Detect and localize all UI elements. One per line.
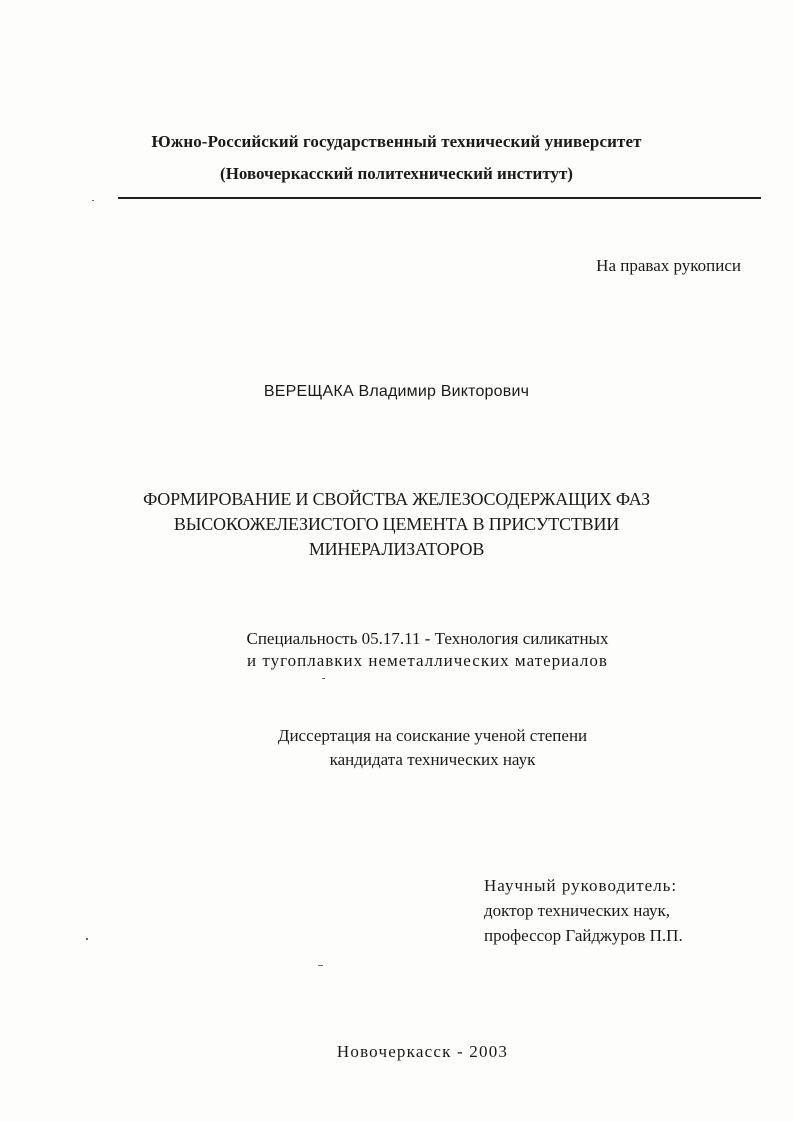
dissertation-title xyxy=(0,487,793,562)
specialty-line: Специальность 05.17.11 - Технология силикатных xyxy=(246,629,609,648)
rights-note: На правах рукописи xyxy=(596,256,741,275)
author-name: ВЕРЕЩАКА Владимир Викторович xyxy=(263,383,530,400)
title-line: МИНЕРАЛИЗАТОРОВ xyxy=(308,539,485,559)
degree-line: кандидата технических наук xyxy=(329,750,536,769)
scan-speck xyxy=(322,678,325,679)
city-year: Новочеркасск - 2003 xyxy=(336,1042,509,1061)
supervisor-block xyxy=(484,873,683,948)
header-divider xyxy=(118,197,761,199)
scan-speck xyxy=(86,938,88,940)
specialty-line: и тугоплавких неметаллических материалов xyxy=(247,651,608,670)
institute-name: (Новочеркасский политехнический институт) xyxy=(220,164,573,183)
specialty xyxy=(0,628,793,672)
university-name: Южно-Российский государственный технический университет xyxy=(151,132,642,151)
supervisor-line: профессор Гайджуров П.П. xyxy=(484,926,683,945)
supervisor-line: доктор технических наук, xyxy=(484,901,671,920)
supervisor-line: Научный руководитель: xyxy=(484,876,678,895)
degree-statement xyxy=(0,724,793,772)
degree-line: Диссертация на соискание ученой степени xyxy=(277,726,588,745)
scan-speck xyxy=(318,965,323,966)
title-line: ФОРМИРОВАНИЕ И СВОЙСТВА ЖЕЛЕЗОСОДЕРЖАЩИХ ФАЗ xyxy=(143,489,650,509)
scan-speck xyxy=(92,200,94,201)
title-line: ВЫСОКОЖЕЛЕЗИСТОГО ЦЕМЕНТА В ПРИСУТСТВИИ xyxy=(173,514,620,534)
